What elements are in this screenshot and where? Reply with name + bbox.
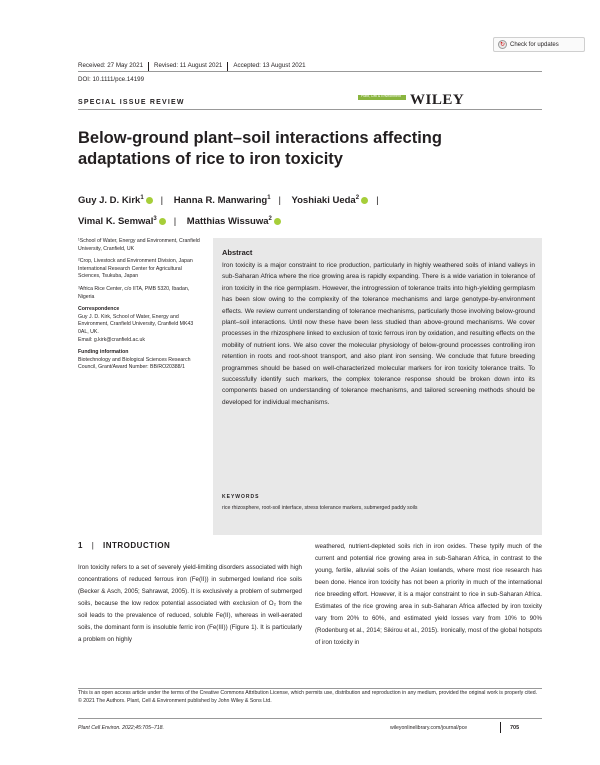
- divider: [78, 109, 542, 110]
- page-number: 705: [510, 725, 520, 731]
- journal-site-link[interactable]: wileyonlinelibrary.com/journal/pce: [390, 725, 468, 731]
- correspondence-heading: Correspondence: [78, 306, 120, 313]
- section-label: SPECIAL ISSUE REVIEW: [78, 99, 185, 106]
- section-title: INTRODUCTION: [103, 541, 171, 550]
- accepted-date: Accepted: 13 August 2021: [233, 62, 306, 69]
- keywords-list: rice rhizosphere, root-soil interface, stress tolerance markers, submerged paddy soils: [222, 505, 418, 511]
- doi[interactable]: DOI: 10.1111/pce.14199: [78, 76, 145, 83]
- license-text: This is an open access article under the terms of the Creative Commons Attribution License, which permits use, distribution and reproduction in any medium, provided the original work is properly cited.: [78, 690, 538, 696]
- correspondence-body: Guy J. D. Kirk, School of Water, Energy and Environment, Cranfield University, Cranfield MK43 0AL, UK.: [78, 313, 194, 335]
- author-name[interactable]: Guy J. D. Kirk: [78, 195, 141, 207]
- affiliations: [78, 238, 200, 377]
- divider: [78, 718, 542, 719]
- author-name[interactable]: Vimal K. Semwal: [78, 216, 154, 228]
- article-dates: [78, 62, 306, 71]
- intro-text-right: weathered, nutrient-depleted soils rich in iron oxides. These typify much of the current and potential rice growing area in sub-Saharan Africa, in contrast to the young, fertile, alluvial soils of the Asian lowlands, where most rice research has been done. Hence iron toxicity has not been a priority in much of the international rice breeding effort. However, it is a major constraint to rice in sub-Saharan Africa. Estimates of the rice growing area in sub-Saharan Africa affected by iron toxicity vary from 20% to 60%, and estimated yield losses vary from 10% to 90% (Rodenburg et al., 2014; Sikirou et al., 2015). Ironically, most of the global hotspots of iron toxicity in: [315, 543, 542, 646]
- license-footnote: [78, 690, 542, 705]
- copyright-text: © 2021 The Authors. Plant, Cell & Environment published by John Wiley & Sons Ltd.: [78, 697, 272, 704]
- publisher-logo: WILEY: [410, 92, 465, 108]
- journal-badge-text: Plant, Cell & Environment: [361, 94, 401, 98]
- funding-heading: Funding information: [78, 349, 129, 356]
- article-title: Below-ground plant–soil interactions affecting adaptations of rice to iron toxicity: [78, 129, 442, 168]
- author-name[interactable]: Hanna R. Manwaring: [173, 195, 268, 207]
- divider: [500, 722, 501, 733]
- revised-date: Revised: 11 August 2021: [154, 62, 223, 69]
- received-date: Received: 27 May 2021: [78, 62, 144, 69]
- section-number: 1: [78, 541, 83, 550]
- divider: [78, 71, 542, 72]
- intro-text-left: Iron toxicity refers to a set of severely yield-limiting disorders associated with high concentrations of reduced ferrous iron (Fe(II)) in submerged lowland rice soils (Becker & Asch, 2005; Sahrawat, 2005). It is exclusively a problem of submerged soils, because the low redox potential associated with exclusion of O₂ from the soil leads to the prevalence of reduced, soluble Fe(II), whereas in well-aerated soils, the dominant form is insoluble ferric iron (Fe(III)) (Figure 1). It is particularly a problem on highly: [78, 564, 302, 643]
- refresh-icon: ↻: [499, 42, 506, 48]
- author-name[interactable]: Yoshiaki Ueda: [291, 195, 356, 207]
- check-updates-button[interactable]: [493, 37, 585, 52]
- funding-body: Biotechnology and Biological Sciences Research Council, Grant/Award Number: BB/RO20388/1: [78, 356, 191, 371]
- keywords-heading: KEYWORDS: [222, 494, 260, 500]
- affiliation-1: ¹School of Water, Energy and Environment, Cranfield University, Cranfield, UK: [78, 238, 200, 252]
- abstract-text: Iron toxicity is a major constraint to rice production, particularly in highly weathered soils of inland valleys in sub-Saharan Africa where the rice growing area is rapidly expanding. There is a wide variation in tolerance of iron toxicity in the rice germplasm. However, the introgression of tolerance traits into high-yielding germplasm has been slow owing to the complexity of the tolerance mechanisms and large genotype-by-environment effects. We review current understanding of tolerance mechanisms, particularly those involving below-ground plant–soil interactions. Until now these have been less studied than above-ground mechanisms. We cover processes in the rhizosphere linked to exclusion of toxic ferrous iron by oxidation, and resulting effects on the mobility of nutrient ions. We also cover the molecular physiology of below-ground processes controlling iron retention in roots and root-shoot transport, and also plant iron sensing. We conclude that future breeding programmes should be based on well-characterized molecular markers for iron toxicity tolerance traits. To successfully identify such markers, the complex tolerance response should be broken down into its components based on understanding of tolerance mechanisms, and tailored screening methods should be developed for individual mechanisms.: [222, 262, 535, 406]
- abstract-heading: Abstract: [222, 248, 253, 257]
- section-heading: 1 | INTRODUCTION: [78, 541, 171, 550]
- divider: [78, 688, 542, 689]
- affiliation-2: ²Crop, Livestock and Environment Division, Japan International Research Center for Agricultural Sciences, Tsukuba, Japan: [78, 258, 193, 280]
- affiliation-3: ³Africa Rice Center, c/o IITA, PMB 5320, Ibadan, Nigeria: [78, 285, 190, 300]
- orcid-icon[interactable]: [361, 197, 368, 204]
- check-updates-label: Check for updates: [510, 41, 559, 48]
- orcid-icon[interactable]: [146, 197, 153, 204]
- orcid-icon[interactable]: [274, 218, 281, 225]
- author-name[interactable]: Matthias Wissuwa: [186, 216, 269, 228]
- author-list: Guy J. D. Kirk$^1$ | Hanna R. Manwaring$^1$ | Yoshiaki Ueda$^2$ | Vimal K. Semwal$^3$ | Matthias Wissuwa$^2$: [78, 195, 379, 228]
- journal-citation: Plant Cell Environ. 2022;45:705–718.: [78, 725, 164, 731]
- correspondence-email[interactable]: Email: g.kirk@cranfield.ac.uk: [78, 336, 145, 343]
- orcid-icon[interactable]: [159, 218, 166, 225]
